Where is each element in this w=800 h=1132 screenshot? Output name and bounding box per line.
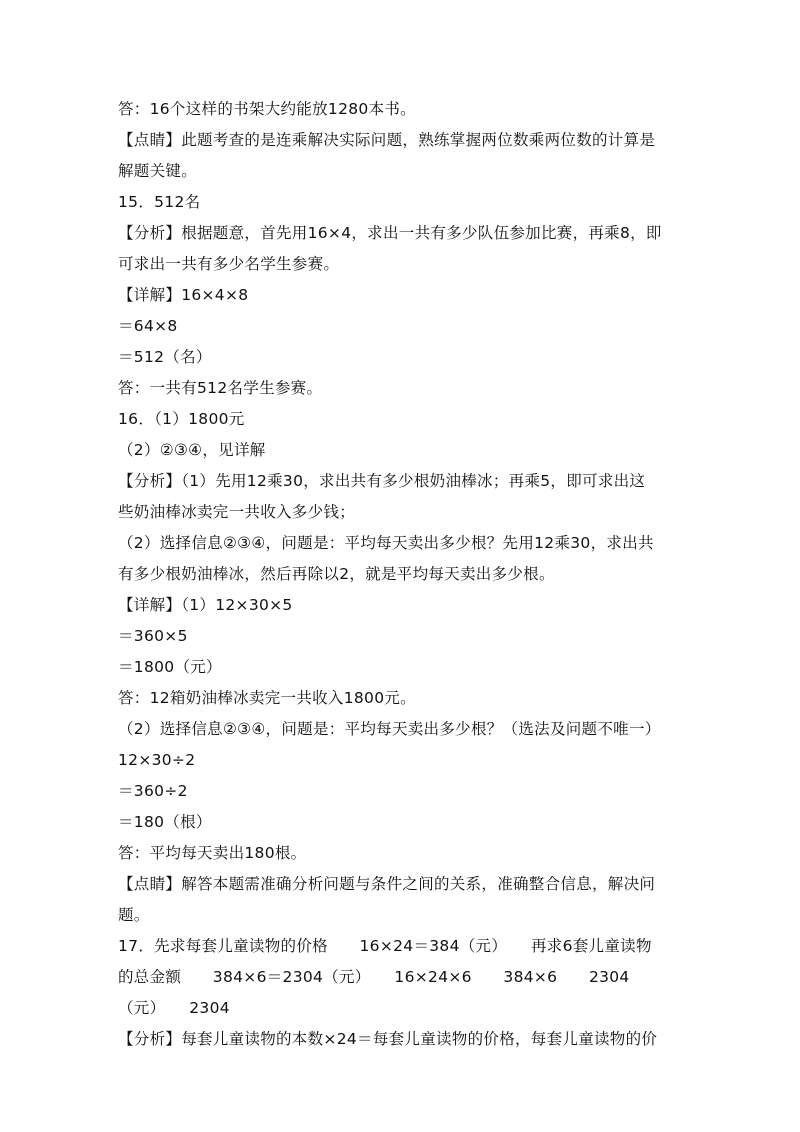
analysis-line: 【分析】每套儿童读物的本数×24＝每套儿童读物的价格，每套儿童读物的价 (118, 1030, 658, 1048)
equation-line: ＝180（根） (118, 813, 212, 831)
comment-line: 【点睛】解答本题需准确分析问题与条件之间的关系，准确整合信息，解决问 (118, 875, 656, 893)
analysis-line: （2）选择信息②③④，问题是：平均每天卖出多少根？先用12乘30，求出共 (118, 534, 654, 552)
analysis-line: 些奶油棒冰卖完一共收入多少钱； (118, 503, 356, 521)
answer-line: 答：16个这样的书架大约能放1280本书。 (118, 100, 416, 118)
detail-line: （2）选择信息②③④，问题是：平均每天卖出多少根？（选法及问题不唯一） (118, 720, 661, 738)
question-number-line: 15．512名 (118, 193, 201, 211)
equation-line: ＝512（名） (118, 348, 212, 366)
question-number-line: 16．（1）1800元 (118, 410, 245, 428)
solution-line: （元） 2304 (118, 999, 230, 1017)
equation-line: ＝64×8 (118, 317, 178, 335)
equation-line: 12×30÷2 (118, 751, 196, 769)
analysis-line: 有多少根奶油棒冰，然后再除以2，就是平均每天卖出多少根。 (118, 565, 555, 583)
answer-line: 答：12箱奶油棒冰卖完一共收入1800元。 (118, 689, 416, 707)
detail-line: 【详解】（1）12×30×5 (118, 596, 293, 614)
comment-line: 题。 (118, 906, 150, 924)
question-number-line: 17．先求每套儿童读物的价格 16×24＝384（元） 再求6套儿童读物 (118, 937, 652, 955)
analysis-line: 可求出一共有多少名学生参赛。 (118, 255, 340, 273)
detail-line: 【详解】16×4×8 (118, 286, 249, 304)
comment-line: 解题关键。 (118, 162, 198, 180)
answer-line: 答：一共有512名学生参赛。 (118, 379, 323, 397)
equation-line: ＝360÷2 (118, 782, 188, 800)
comment-line: 【点睛】此题考查的是连乘解决实际问题，熟练掌握两位数乘两位数的计算是 (118, 131, 656, 149)
analysis-line: 【分析】（1）先用12乘30，求出共有多少根奶油棒冰；再乘5，即可求出这 (118, 472, 646, 490)
answer-line: 答：平均每天卖出180根。 (118, 844, 307, 862)
equation-line: ＝360×5 (118, 627, 188, 645)
sub-answer-line: （2）②③④，见详解 (118, 441, 266, 459)
analysis-line: 【分析】根据题意，首先用16×4，求出一共有多少队伍参加比赛，再乘8，即 (118, 224, 662, 242)
equation-line: ＝1800（元） (118, 658, 222, 676)
solution-line: 的总金额 384×6＝2304（元） 16×24×6 384×6 2304 (118, 968, 630, 986)
